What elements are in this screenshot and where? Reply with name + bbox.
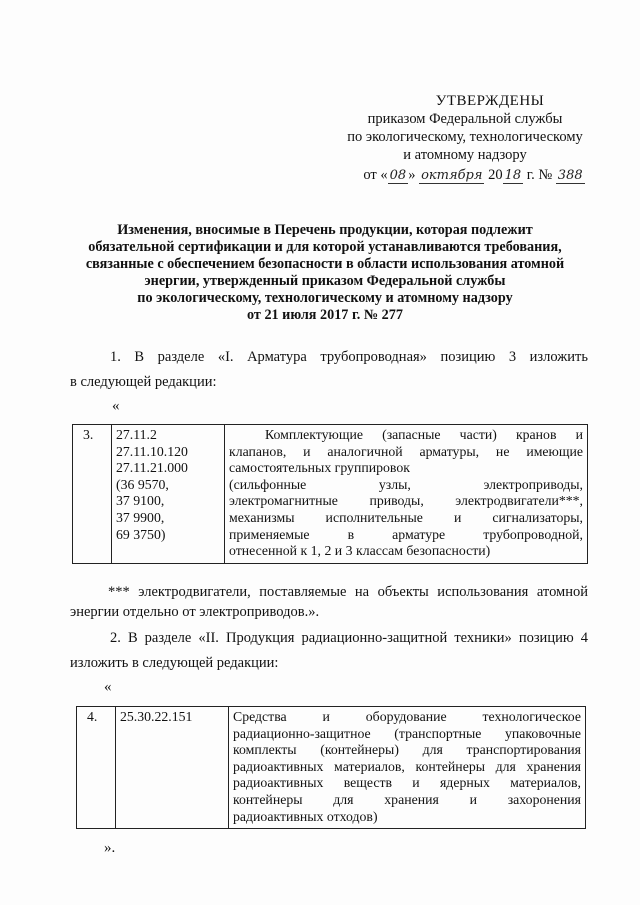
section1-intro-line2: в следующей редакции: [70,374,217,390]
table-row [77,707,586,829]
approval-date-line [348,166,600,185]
position-codes [116,707,229,829]
description-line: механизмы исполнительные и сигнализаторы, [229,509,583,525]
code: 27.11.2 [116,427,157,442]
section1-open-quote: « [112,398,120,414]
approval-block [330,92,600,185]
title-line: по экологическому, технологическому и атомному надзору [137,290,513,306]
code: 27.11.21.000 [116,460,188,476]
approval-line-3: и атомному надзору [403,147,527,163]
code: 37 9100, [116,493,165,509]
position-codes [112,425,225,564]
description-line: контейнеры для хранения и захоронения [233,791,581,807]
code: 25.30.22.151 [120,709,193,724]
description-line: Комплектующие (запасные части) кранов и [265,427,583,442]
code: 69 3750) [116,526,166,542]
description-line: самостоятельных группировок [229,460,410,476]
handwritten-order-number: 388 [557,168,583,183]
title-line: от 21 июля 2017 г. № 277 [247,307,403,323]
date-suffix: г. № [526,167,553,183]
section2-close-quote: ». [104,840,116,856]
description-line: радиоактивных отходов) [233,808,378,824]
description-line: радиоактивных материалов, контейнеры для хранения [233,758,581,774]
title-line: обязательной сертификации и для которой устанавливаются требования, [88,239,562,255]
section1-table [72,424,588,564]
code: 37 9900, [116,509,165,525]
description-line: применяемые в арматуре трубопроводной, [229,526,583,542]
section2-intro-line1: 2. В разделе «II. Продукция радиационно-защитной техники» позицию 4 [110,630,588,646]
date-prefix: от « [363,167,388,183]
description-line: Средства и оборудование технологическое [233,709,581,724]
description-line: отнесенной к 1, 2 и 3 классам безопасности) [229,543,491,559]
document-title [60,222,590,324]
footnote-line1: *** электродвигатели, поставляемые на объекты использования атомной [108,584,588,600]
date-mid: » [408,167,416,183]
date-year-prefix: 20 [488,167,503,183]
table-row [73,425,588,564]
code: (36 9570, [116,476,169,492]
title-line: Изменения, вносимые в Перечень продукции, которая подлежит [117,222,533,238]
section2-table [76,706,586,829]
approved-heading: УТВЕРЖДЕНЫ [435,93,545,109]
code: 27.11.10.120 [116,443,188,459]
position-description [229,707,586,829]
description-line: клапанов, и аналогичной арматуры, не имеющие [229,443,583,459]
section2-intro-line2: изложить в следующей редакции: [70,655,279,671]
title-line: энергии, утвержденный приказом Федеральной службы [144,273,506,289]
approval-line-1: приказом Федеральной службы [367,111,563,127]
title-line: связанные с обеспечением безопасности в области использования атомной [85,256,565,272]
description-line: радиоактивных веществ и ядерных материалов, [233,775,581,791]
position-description [225,425,588,564]
handwritten-day: 08 [389,168,407,183]
description-line: (сильфонные узлы, электроприводы, [229,476,583,492]
position-number: 3. [73,425,112,564]
handwritten-year: 18 [504,168,522,183]
description-line: комплекты (контейнеры) для транспортирования [233,742,581,758]
position-number: 4. [77,707,116,829]
description-line: электромагнитные приводы, электродвигатели***, [229,493,583,509]
handwritten-month: октября [421,168,483,183]
approval-line-2: по экологическому, технологическому [347,129,583,145]
section2-open-quote: « [104,679,112,695]
footnote-line2: энергии отдельно от электроприводов.». [70,604,320,620]
section1-intro-line1: 1. В разделе «I. Арматура трубопроводная» позицию 3 изложить [110,349,588,365]
description-line: радиационно-защитное (транспортные упаковочные [233,725,581,741]
